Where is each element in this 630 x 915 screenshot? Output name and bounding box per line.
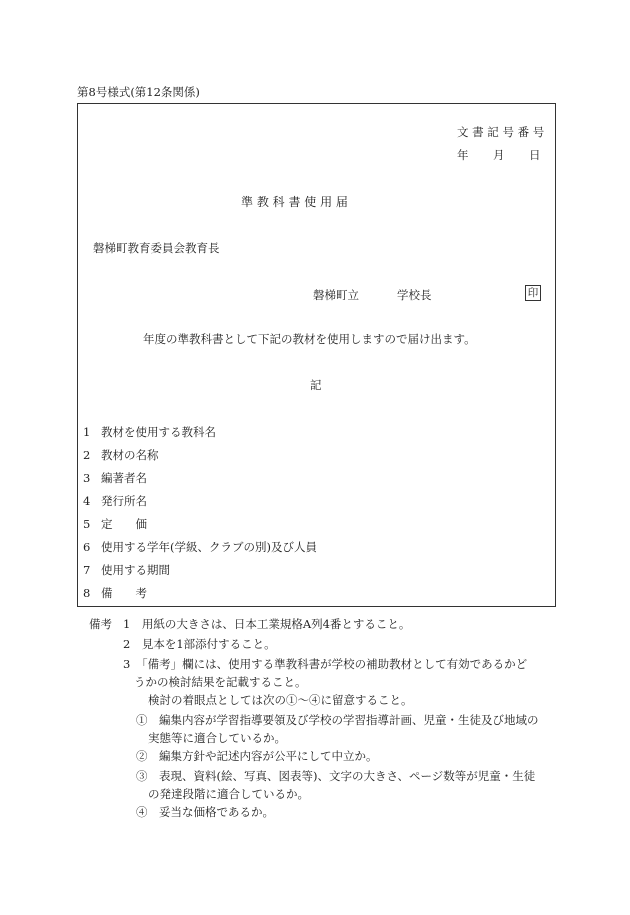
item-label: 発行所名: [101, 494, 147, 508]
list-item: [83, 470, 147, 486]
item-label: 編著者名: [101, 471, 147, 485]
school-name-prefix: 磐梯町立: [313, 288, 359, 302]
item-number: 1: [83, 425, 91, 439]
list-item: [83, 516, 147, 532]
item-number: 3: [83, 471, 91, 485]
criterion-2: ② 編集方針や記述内容が公平にして中立か。: [136, 749, 378, 763]
document-number: 文 書 記 号 番 号: [457, 125, 545, 139]
item-number: 8: [83, 586, 91, 600]
date-year: 年: [457, 148, 469, 162]
list-item: [83, 585, 147, 601]
item-label: 備 考: [101, 586, 147, 600]
ki-heading: 記: [310, 378, 322, 392]
item-number: 4: [83, 494, 91, 508]
seal-mark: 印: [525, 285, 541, 301]
item-label: 定 価: [101, 517, 147, 531]
notes-label: 備考: [89, 617, 112, 631]
date-month: 月: [493, 148, 505, 162]
statement: 年度の準教科書として下記の教材を使用しますので届け出ます。: [143, 332, 476, 346]
item-number: 7: [83, 563, 91, 577]
recipient: 磐梯町教育委員会教育長: [93, 241, 220, 255]
item-number: 5: [83, 517, 91, 531]
principal-label: 学校長: [397, 288, 432, 302]
item-label: 教材の名称: [101, 448, 159, 462]
item-label: 使用する期間: [101, 563, 170, 577]
item-label: 使用する学年(学級、クラブの別)及び人員: [101, 540, 317, 554]
criterion-1-line-2: 実態等に適合しているか。: [148, 731, 286, 745]
item-number: 6: [83, 540, 91, 554]
notification-form: [77, 103, 556, 607]
criterion-1-line-1: ① 編集内容が学習指導要領及び学校の学習指導計画、児童・生徒及び地域の: [136, 713, 539, 727]
criterion-3-line-1: ③ 表現、資料(絵、写真、図表等)、文字の大きさ、ページ数等が児童・生徒: [136, 769, 536, 783]
form-number-label: 第8号様式(第12条関係): [77, 85, 200, 99]
item-label: 教材を使用する教科名: [101, 425, 216, 439]
date-day: 日: [529, 148, 541, 162]
note-2: 2 見本を1部添付すること。: [123, 637, 276, 651]
list-item: [83, 493, 147, 509]
criterion-3-line-2: の発達段階に適合しているか。: [148, 787, 309, 801]
list-item: [83, 562, 170, 578]
note-3-line-2: うかの検討結果を記載すること。: [134, 675, 307, 689]
seal-box: [525, 285, 541, 301]
criterion-4: ④ 妥当な価格であるか。: [136, 805, 274, 819]
note-3-line-3: 検討の着眼点としては次の①～④に留意すること。: [148, 693, 413, 707]
list-item: [83, 424, 216, 440]
item-number: 2: [83, 448, 91, 462]
form-title: 準 教 科 書 使 用 届: [241, 195, 348, 209]
note-3-line-1: 3 「備考」欄には、使用する準教科書が学校の補助教材として有効であるかど: [123, 657, 528, 671]
note-1: 1 用紙の大きさは、日本工業規格A列4番とすること。: [123, 617, 411, 631]
list-item: [83, 447, 159, 463]
list-item: [83, 539, 317, 555]
